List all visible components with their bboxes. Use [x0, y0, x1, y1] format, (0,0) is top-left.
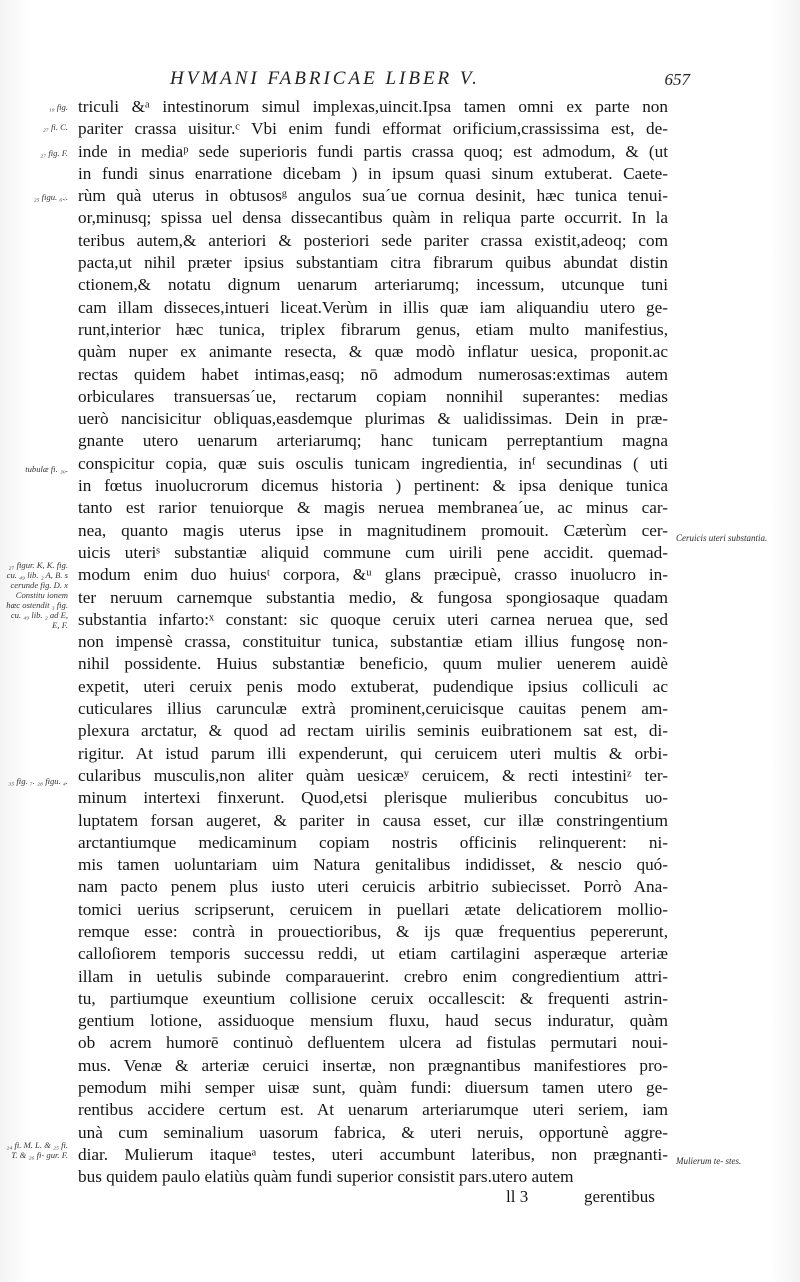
text-line: runt,interior hæc tunica, triplex fibrarum genus, etiam multo manifestius, [78, 319, 668, 339]
left-margin-note: tubulæ fi. ₃₀. [25, 464, 68, 474]
text-line: mis tamen uoluntariam uim Natura genitalibus indidisset, & nescio quó- [78, 855, 668, 875]
text-line: quàm nuper ex animante resecta, & quæ modò inflatur uesica, proponit.ac [78, 342, 668, 362]
text-line: pemodum mihi semper uisæ sunt, quàm fundi: diuersum tamen utero ge- [78, 1078, 668, 1098]
text-line: calloſiorem temporis successu reddi, ut etiam cartilagini asperæque arteriæ [78, 944, 668, 964]
text-line: non impensè crassa, constituitur tunica, substantiæ etiam illius fungosę non- [78, 632, 668, 652]
left-margin-note: ₂₇ fig. F. [40, 148, 68, 158]
text-line: inde in mediaᵖ sede superioris fundi partis crassa quoq; est admodum, & (ut [78, 141, 668, 161]
text-line: ob acrem humorē continuò defluentem ulcera ad fistulas permutari noui- [78, 1033, 668, 1053]
text-line: orbiculares transuersas´ue, rectarum copiam nonnihil superantes: medias [78, 386, 668, 406]
right-margin-note: Mulierum te- stes. [676, 1156, 742, 1166]
text-line: cuticulares illius carunculæ extrà prominent,ceruicisque cauitas penem am- [78, 699, 668, 719]
text-line: ctionem,& notatu dignum uenarum arteriarumq; incessum, utcunque tuni [78, 275, 668, 295]
running-title: HVMANI FABRICAE LIBER V. [170, 68, 480, 89]
text-line: bus quidem paulo elatiùs quàm fundi superior consistit pars.utero autem [78, 1167, 574, 1187]
text-line: arctantiumque medicaminum copiam nostris officinis relinquerent: ni- [78, 832, 668, 852]
signature-mark: ll 3 [506, 1187, 529, 1206]
text-line: substantia infarto:ˣ constant: sic quoque ceruix uteri carnea neruea que, sed [78, 609, 668, 629]
text-line: modum enim duo huiusᵗ corpora, &ᵘ glans præcipuè, crasso inuolucro in- [78, 565, 668, 585]
page-number: 657 [664, 70, 690, 89]
text-line: conspicitur copia, quæ suis osculis tunicam ingredientia, inᶠ secundinas ( uti [78, 453, 668, 473]
text-line: diar. Mulierum itaqueᵃ testes, uteri accumbunt lateribus, non prægnanti- [78, 1144, 668, 1164]
main-text-block [78, 96, 668, 1189]
text-line: luptatem forsan augeret, & pariter in causa esset, cur illæ constringentium [78, 810, 668, 830]
text-line: tu, partiumque exeuntium collisione ceruix occallescit: & frequenti astrin- [78, 988, 668, 1008]
text-line: rùm quà uterus in obtusosᵍ angulos sua´ue cornua desinit, hæc tunica tenui- [78, 186, 668, 206]
text-line: nihil possidente. Huius substantiæ beneficio, quum mulier uenerem auidè [78, 654, 668, 674]
text-line: gnante utero uenarum arteriarumq; hanc tunicam perreptantium magna [78, 431, 668, 451]
text-line: gentium lotione, assiduoque mensium fluxu, haud secus induratur, quàm [78, 1011, 668, 1031]
text-line: cularibus musculis,non aliter quàm uesicæʸ ceruicem, & recti intestiniᶻ ter- [78, 765, 668, 785]
text-line: remque esse: contrà in prouectioribus, & ijs quæ frequentius pepererunt, [78, 921, 668, 941]
text-line: teribus autem,& anteriori & posteriori sede pariter crassa existit,adeoq; com [78, 230, 668, 250]
left-margin-note: ₂₄ fi. M. L. & ₂₅ fi. T. & ₂₆ fi- gur. F. [6, 1140, 68, 1160]
text-line: unà cum seminalium uasorum fabrica, & uteri neruis, opportunè aggre- [78, 1122, 668, 1142]
text-line: in fœtus inuolucrorum dicemus historia ) pertinent: & ipsa denique tunica [78, 476, 668, 496]
left-margin-note: ₂₇ figur. K, K. fig. cu. ₄₉ lib. ₂ A, B. s cerunde fig. D. x Constitu ionem hæc ostendit ₃ fig. cu. ₄₉ lib. ₂ ad E, E, F. [6, 560, 68, 630]
text-line: tanto est rarior tenuiorque & magis neruea membranea´ue, ac minus car- [78, 498, 668, 518]
text-line: ter neruum carnemque substantia medio, & fungosa spongiosaque quadam [78, 587, 668, 607]
text-line: pariter crassa uisitur.ᶜ Vbi enim fundi efformat orificium,crassissima est, de- [78, 119, 668, 139]
text-line: or,minusq; spissa uel densa dissecantibus quàm in reliqua parte occurrit. In la [78, 208, 668, 228]
text-line: nam pacto penem plus iusto uteri ceruicis arbitrio subiecisset. Porrò Ana- [78, 877, 668, 897]
text-line: in fundi sinus enarratione dicebam ) in ipsum quasi sinum extuberat. Caete- [78, 163, 668, 183]
text-line: rigitur. At istud parum illi expenderunt, qui ceruicem uteri multis & orbi- [78, 743, 668, 763]
catchword: gerentibus [584, 1187, 655, 1206]
left-margin-note: ₂₇ fi. C. [42, 122, 68, 132]
text-line: minum intertexi finxerunt. Quod,etsi plerisque mulieribus concubitus uo- [78, 788, 668, 808]
right-margin-note: Ceruicis uteri substantia. [676, 533, 768, 543]
text-line: triculi &ᵃ intestinorum simul implexas,uincit.Ipsa tamen omni ex parte non [78, 97, 668, 116]
text-line: plexura arctatur, & quod ad rectam uirilis seminis euibrationem sat est, di- [78, 721, 668, 741]
text-line: expetit, uteri ceruix penis modo extuberat, pudendique ipsius colliculi ac [78, 676, 668, 696]
running-header [170, 68, 690, 98]
text-line: mus. Venæ & arteriæ ceruici insertæ, non prægnantibus manifestiores pro- [78, 1055, 668, 1075]
text-line: tomici uerius scripserunt, ceruicem in puellari ætate delicatiorem mollio- [78, 899, 668, 919]
text-line: uerò nancisicitur obliquas,easdemque plurimas & ualidissimas. Dein in præ- [78, 409, 668, 429]
text-line: rentibus accidere certum est. At uenarum arteriarumque uteri seriem, iam [78, 1100, 668, 1120]
left-margin-note: ₁₉ fig. [48, 102, 68, 112]
text-line: nea, quanto magis uterus ipse in magnitudinem promouit. Cæterùm cer- [78, 520, 668, 540]
text-line: cam illam disseces,intueri liceat.Verùm in illis quæ iam aliquandiu utero ge- [78, 297, 668, 317]
text-line: pacta,ut nihil præter ipsius substantiam citra fibrarum quibus abundat distin [78, 253, 668, 273]
left-margin-note: ₃₅ fig. ₇. ₂₈ figu. ₄. [8, 776, 68, 786]
left-margin-note: ₂₅ figu. ₆.ᵢ. [33, 192, 68, 202]
text-line: illam in uetulis subinde comparauerint. crebro enim congredientium attri- [78, 966, 668, 986]
text-line: rectas quidem habet intimas,easq; nō admodum numerosas:extimas autem [78, 364, 668, 384]
text-line: uicis uteriˢ substantiæ aliquid commune cum uirili pene accidit. quemad- [78, 542, 668, 562]
